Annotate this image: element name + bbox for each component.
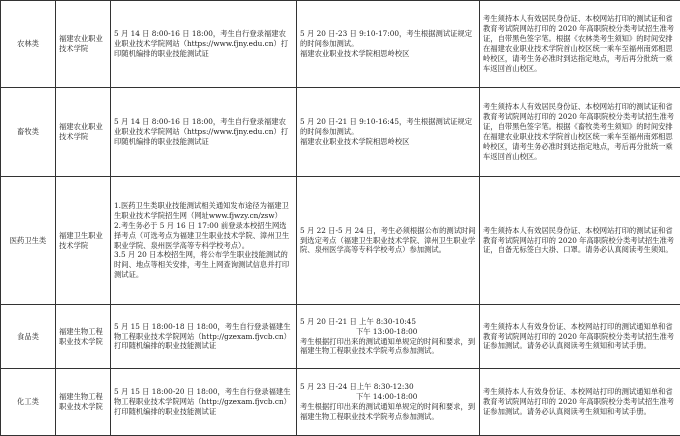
exam-text: 考生根据打印出来的测试通知单规定的时间和要求，到福建生物工程职业技术学院考点参加测试。 — [300, 402, 476, 422]
notice-cell — [480, 1, 680, 88]
school-name: 福建生物工程职业技术学院 — [59, 392, 103, 411]
table-row — [1, 177, 680, 305]
exam-time-afternoon: 下午 13:00-18:00 — [300, 327, 476, 337]
schedule-cell — [111, 1, 297, 88]
exam-time-morning: 5 月 23 日-24 日上午 8:30-12:30 — [300, 382, 476, 392]
category-label: 农林类 — [17, 39, 39, 48]
schedule-cell — [111, 177, 297, 305]
category-cell — [1, 1, 56, 88]
notice-text: 考生须持本人有效居民身份证、本校网站打印的测试证和省教育考试院网站打印的 2020 年高职院校分类考试招生准考证，自带黑色签字笔。根据《畜牧类考生须知》的时间安排在福建农业职业技术学院首山校区统一乘车至福州南郊相思岭校区，请考生务必准时到达指定地点，考后再分批统一乘车返回首山校区。 — [483, 102, 677, 162]
category-label: 化工类 — [17, 397, 39, 406]
schedule-text: 5 月 14 日 8:00-16 日 18:00，考生自行登录福建农业职业技术学院网站（https://www.fjny.edu.cn）打印随机编排的职业技能测试证 — [114, 117, 293, 147]
notice-text: 考生须持本人有效居民身份证、本校网站打印的测试证和省教育考试院网站打印的 2020 年高职院校分类考试招生准考证，自带黑色签字笔。根据《农林类考生须知》的时间安排在福建农业职业技术学院首山校区统一乘车至福州南郊相思岭校区，请考生务必准时到达指定地点，考后再分批统一乘车返回首山校区。 — [483, 14, 677, 74]
schedule-text: 2.考生务必于 5 月 16 日 17:00 前登录本校招生网选择考点（可选考点为福建卫生职业技术学院、漳州卫生职业学院、泉州医学高等专科学校考点）。 — [114, 221, 293, 251]
exam-cell — [297, 1, 480, 88]
school-cell — [56, 369, 111, 436]
exam-time-afternoon: 下午 14:00-18:00 — [300, 392, 476, 402]
schedule-text: 3.5 月 20 日本校招生网，将公布学生职业技能测试的时间、地点等相关安排，考生上网查询测试信息并打印测试证。 — [114, 250, 293, 280]
exam-text: 5 月 20 日-23 日 9:10-17:00，考生根据测试证规定的时间参加测试。 — [300, 29, 476, 49]
category-cell — [1, 177, 56, 305]
school-cell — [56, 1, 111, 88]
schedule-cell — [111, 369, 297, 436]
school-name: 福建农业职业技术学院 — [59, 34, 103, 53]
category-label: 医药卫生类 — [10, 236, 46, 245]
schedule-text: 5 月 14 日 8:00-16 日 18:00，考生自行登录福建农业职业技术学院网站（https://www.fjny.edu.cn）打印随机编排的职业技能测试证 — [114, 29, 293, 59]
notice-cell — [480, 305, 680, 369]
category-label: 畜牧类 — [17, 127, 39, 136]
school-cell — [56, 177, 111, 305]
schedule-cell — [111, 88, 297, 177]
notice-cell — [480, 369, 680, 436]
table-row — [1, 369, 680, 436]
exam-location: 福建农业职业技术学院相思岭校区 — [300, 137, 476, 147]
notice-text: 考生须持本人有效身份证、本校网站打印的测试通知单和省教育考试院网站打印的 2020 年高职院校分类考试招生准考证参加测试。请务必认真阅读考生须知和考试手册。 — [483, 387, 677, 417]
notice-text: 考生须持本人有效身份证、本校网站打印的测试通知单和省教育考试院网站打印的 2020 年高职院校分类考试招生准考证参加测试。请务必认真阅读考生须知和考试手册。 — [483, 322, 677, 352]
schedule-text: 5 月 15 日 18:00-20 日 18:00，考生自行登录福建生物工程职业技术学院网站（http://gzexam.fjvcb.cn）打印随机编排的职业技能测试证 — [114, 387, 293, 417]
exam-location: 福建农业职业技术学院相思岭校区 — [300, 49, 476, 59]
schedule-text: 5 月 15 日 18:00-18 日 18:00，考生自行登录福建生物工程职业技术学院网站（http://gzexam.fjvcb.cn）打印随机编排的职业技能测试证 — [114, 322, 293, 352]
table-row — [1, 1, 680, 88]
table-row — [1, 305, 680, 369]
school-name: 福建生物工程职业技术学院 — [59, 327, 103, 346]
school-name: 福建农业职业技术学院 — [59, 122, 103, 141]
category-cell — [1, 369, 56, 436]
school-cell — [56, 88, 111, 177]
school-name: 福建卫生职业技术学院 — [59, 231, 103, 250]
notice-cell — [480, 177, 680, 305]
exam-cell — [297, 305, 480, 369]
exam-time-morning: 5 月 20 日-21 日 上午 8:30-10:45 — [300, 317, 476, 327]
schedule-cell — [111, 305, 297, 369]
exam-text: 5 月 22 日-5 月 24 日，考生必须根据公布的测试时间到选定考点（福建卫生职业技术学院、漳州卫生职业学院、泉州医学高等专科学校考点）参加测试。 — [300, 226, 476, 256]
category-label: 食品类 — [17, 332, 39, 341]
exam-text: 5 月 20 日-21 日 9:10-16:45，考生根据测试证规定的时间参加测试。 — [300, 117, 476, 137]
school-cell — [56, 305, 111, 369]
notice-text: 考生须持本人有效居民身份证、本校网站打印的测试证和省教育考试院网站打印的 2020 年高职院校分类考试招生准考证，自备无标签白大褂、口罩。请务必认真阅读考生须知。 — [483, 226, 677, 256]
schedule-text: 1.医药卫生类职业技能测试相关通知发布途径为福建卫生职业技术学院招生网（网址www.fjwzy.cn/zsw） — [114, 201, 293, 221]
exam-text: 考生根据打印出来的测试通知单规定的时间和要求，到福建生物工程职业技术学院考点参加测试。 — [300, 337, 476, 357]
table-row — [1, 88, 680, 177]
exam-cell — [297, 369, 480, 436]
category-cell — [1, 305, 56, 369]
exam-cell — [297, 177, 480, 305]
category-cell — [1, 88, 56, 177]
exam-cell — [297, 88, 480, 177]
notice-cell — [480, 88, 680, 177]
